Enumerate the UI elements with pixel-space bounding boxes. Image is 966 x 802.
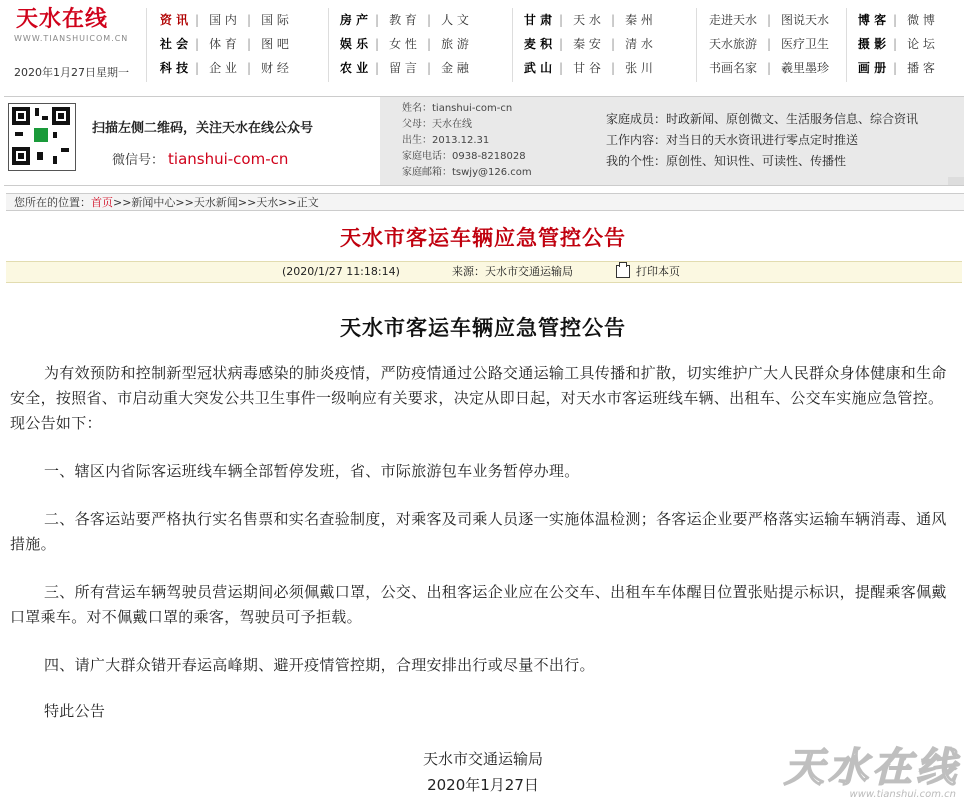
nav-link[interactable]: 金 融: [441, 61, 469, 75]
nav-group-news: 资 讯 | 国 内 | 国 际 社 会 | 体 育 | 图 吧 科 技 | 企 业 | 财 经: [154, 10, 298, 82]
profile-line: 我的个性：原创性、知识性、可读性、传播性: [606, 154, 847, 168]
nav-group-local: 甘 肃 | 天 水 | 秦 州 麦 积 | 秦 安 | 清 水 武 山 | 甘 谷 | 张 川: [518, 10, 662, 82]
divider: [846, 8, 847, 82]
current-date: 2020年1月27日星期一: [14, 66, 129, 79]
account-profile-card: [380, 97, 964, 185]
breadcrumb-path[interactable]: >>新闻中心>>天水新闻>>天水>>正文: [113, 196, 319, 209]
print-label: 打印本页: [636, 265, 680, 278]
article-paragraph: 一、辖区内省际客运班线车辆全部暂停发班，省、市际旅游包车业务暂停办理。: [44, 462, 580, 480]
printer-icon: [616, 265, 630, 278]
nav-link[interactable]: 科 技: [159, 61, 189, 75]
nav-link[interactable]: 论 坛: [907, 37, 935, 51]
nav-link[interactable]: 图说天水: [780, 13, 829, 27]
site-watermark: [784, 736, 960, 800]
article-title: 天水市客运车辆应急管控公告: [340, 316, 626, 340]
nav-link[interactable]: 国 内: [209, 13, 237, 27]
nav-link[interactable]: 秦 州: [625, 13, 653, 27]
scan-instruction: 扫描左侧二维码，关注天水在线公众号: [92, 121, 314, 136]
nav-link[interactable]: 天水旅游: [708, 37, 757, 51]
profile-line: 姓名：tianshui-com-cn: [402, 103, 513, 114]
wechat-id-line: [112, 149, 288, 168]
nav-link[interactable]: 播 客: [907, 61, 935, 75]
nav-link[interactable]: 博 客: [857, 13, 887, 27]
wechat-banner: [4, 96, 964, 186]
nav-link[interactable]: 医疗卫生: [780, 37, 829, 51]
breadcrumb: [6, 193, 964, 211]
profile-details: [402, 101, 532, 181]
divider: [328, 8, 329, 82]
profile-line: 父母：天水在线: [402, 119, 472, 130]
nav-link[interactable]: 农 业: [339, 61, 369, 75]
nav-link[interactable]: 甘 肃: [523, 13, 553, 27]
nav-link[interactable]: 财 经: [261, 61, 289, 75]
divider: [146, 8, 147, 82]
nav-link[interactable]: 人 文: [441, 13, 469, 27]
signature-date: 2020年1月27日: [427, 776, 539, 794]
article-paragraph: 四、请广大群众错开春运高峰期、避开疫情管控期，合理安排出行或尽量不出行。: [44, 656, 595, 674]
nav-link[interactable]: 娱 乐: [339, 37, 369, 51]
nav-link[interactable]: 房 产: [339, 13, 369, 27]
divider: [512, 8, 513, 82]
nav-group-life: 房 产 | 教 育 | 人 文 娱 乐 | 女 性 | 旅 游 农 业 | 留 言 | 金 融: [334, 10, 478, 82]
article-paragraph: 二、各客运站要严格执行实名售票和实名查验制度，对乘客及司乘人员逐一实施体温检测；各客运企业要严格落实运输车辆消毒、通风措施。: [10, 510, 947, 553]
nav-link[interactable]: 社 会: [159, 37, 189, 51]
nav-link[interactable]: 微 博: [907, 13, 935, 27]
profile-line: 家庭邮箱：tswjy@126.com: [402, 167, 532, 178]
nav-link[interactable]: 天 水: [573, 13, 601, 27]
watermark-text: 天水在线: [784, 744, 960, 791]
nav-link[interactable]: 国 际: [261, 13, 289, 27]
nav-link[interactable]: 资 讯: [159, 13, 189, 27]
breadcrumb-home-link[interactable]: 首页: [91, 196, 113, 209]
nav-link[interactable]: 女 性: [389, 37, 417, 51]
print-button[interactable]: [616, 262, 680, 282]
nav-link[interactable]: 甘 谷: [573, 61, 601, 75]
nav-link[interactable]: 教 育: [389, 13, 417, 27]
profile-line: 家庭电话：0938-8218028: [402, 151, 526, 162]
nav-link[interactable]: 羲里墨珍: [780, 61, 829, 75]
nav-link[interactable]: 武 山: [523, 61, 553, 75]
nav-link[interactable]: 书画名家: [708, 61, 757, 75]
profile-line: 家庭成员：时政新闻、原创微文、生活服务信息、综合资讯: [606, 112, 919, 126]
article-paragraph: 三、所有营运车辆驾驶员营运期间必须佩戴口罩，公交、出租客运企业应在公交车、出租车车体醒目位置张贴提示标识，提醒乘客佩戴口罩乘车。对不佩戴口罩的乘客，驾驶员可予拒载。: [10, 583, 947, 626]
nav-link[interactable]: 麦 积: [523, 37, 553, 51]
logo-text: 天水在线: [16, 7, 109, 32]
article-paragraph: 特此公告: [44, 702, 106, 720]
nav-link[interactable]: 留 言: [389, 61, 417, 75]
publish-time: (2020/1/27 11:18:14): [282, 265, 400, 278]
site-header: [0, 0, 966, 88]
nav-group-social: 博 客 | 微 博 摄 影 | 论 坛 画 册 | 播 客: [852, 10, 944, 82]
nav-link[interactable]: 走进天水: [708, 13, 757, 27]
wechat-id: tianshui-com-cn: [168, 150, 289, 168]
breadcrumb-prefix: 您所在的位置：: [14, 196, 91, 209]
article-paragraph: 为有效预防和控制新型冠状病毒感染的肺炎疫情，严防疫情通过公路交通运输工具传播和扩散，切实维护广大人民群众身体健康和生命安全，按照省、市启动重大突发公共卫生事件一级响应有关要求，决定从即日起，对天水市客运班线车辆、出租车、公交车实施应急管控。现公告如下：: [10, 364, 947, 432]
article-meta-bar: [6, 261, 962, 283]
profile-description: [606, 109, 918, 172]
nav-link[interactable]: 旅 游: [441, 37, 469, 51]
watermark-url: www.tianshui.com.cn: [849, 789, 956, 800]
nav-link[interactable]: 张 川: [625, 61, 653, 75]
logo-url: WWW.TIANSHUICOM.CN: [14, 34, 129, 43]
nav-link[interactable]: 秦 安: [573, 37, 601, 51]
wechat-label: 微信号：: [112, 153, 165, 168]
article-source: 来源：天水市交通运输局: [452, 265, 573, 278]
nav-link[interactable]: 企 业: [209, 61, 237, 75]
profile-line: 出生：2013.12.31: [402, 135, 490, 146]
divider: [696, 8, 697, 82]
nav-link[interactable]: 摄 影: [857, 37, 887, 51]
page-headline: 天水市客运车辆应急管控公告: [340, 225, 626, 250]
scroll-button[interactable]: [948, 177, 964, 185]
nav-link[interactable]: 清 水: [625, 37, 653, 51]
profile-line: 工作内容：对当日的天水资讯进行零点定时推送: [606, 133, 859, 147]
nav-group-tianshui: 走进天水 | 图说天水 天水旅游 | 医疗卫生 书画名家 | 羲里墨珍: [700, 10, 838, 82]
signature-org: 天水市交通运输局: [422, 750, 543, 768]
nav-link[interactable]: 画 册: [857, 61, 887, 75]
site-logo[interactable]: [10, 6, 144, 84]
nav-link[interactable]: 图 吧: [261, 37, 289, 51]
nav-link[interactable]: 体 育: [209, 37, 237, 51]
qr-code-icon: [8, 103, 76, 171]
